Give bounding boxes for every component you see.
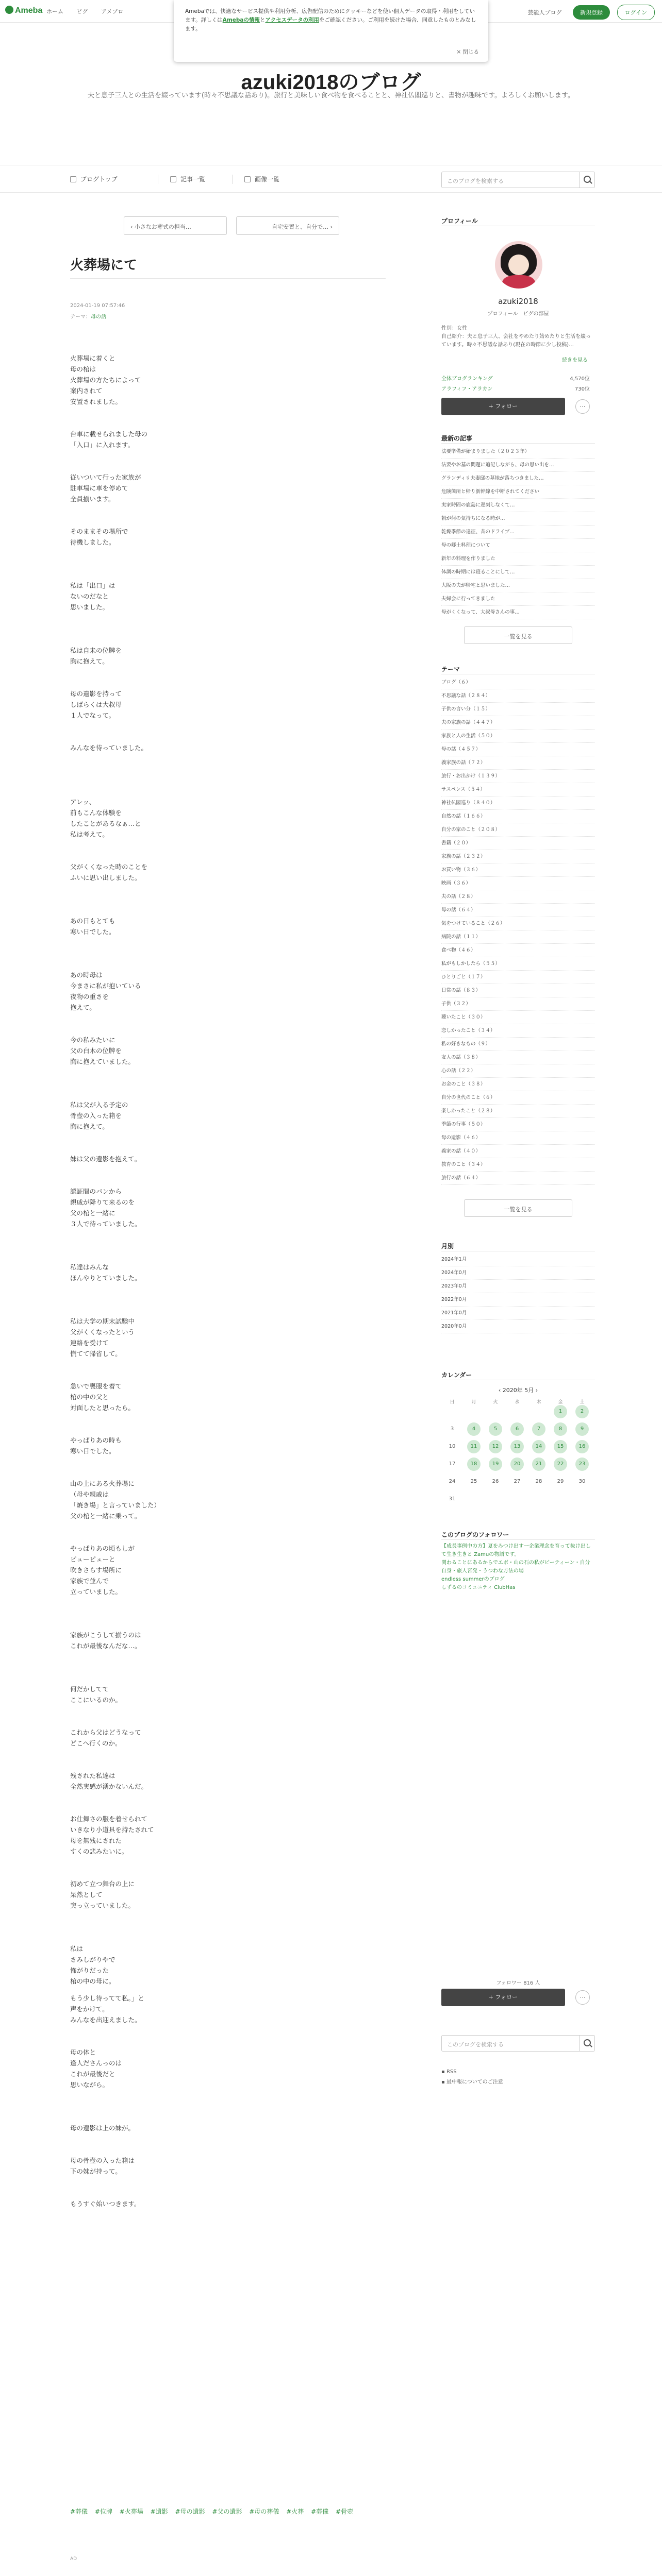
calendar-day-number: 6	[510, 1422, 524, 1436]
theme-item[interactable]: ブログ（６）	[441, 676, 595, 689]
theme-item[interactable]: お金のこと（３８）	[441, 1078, 595, 1091]
theme-item[interactable]: 楽しかったこと（２８）	[441, 1105, 595, 1118]
hashtag[interactable]: #骨壺	[336, 2508, 354, 2515]
recent-item[interactable]: 母の郷土料理について	[441, 539, 595, 552]
blog-description: 夫と息子三人との生活を綴っています(時々不思議な話あり)。旅行と美味しい食べ物を食べることと、神社仏閣巡りと、書物が趣味です。よろしくお願いします。	[87, 92, 575, 99]
calendar-day-number: 27	[514, 1479, 521, 1484]
sidebar-divider	[441, 443, 595, 444]
theme-item[interactable]: 母の遺影（４６）	[441, 1131, 595, 1145]
theme-item[interactable]: 義家族の話（７２）	[441, 756, 595, 770]
nav-label: 記事一覧	[180, 176, 206, 183]
calendar-day-number: 9	[575, 1422, 589, 1436]
next-article-label: 自宅安置と、自分で…	[272, 224, 329, 230]
theme-item[interactable]: サスペンス（５４）	[441, 783, 595, 796]
rss-link[interactable]: ▪ RSS	[441, 2069, 457, 2075]
calendar-day-number: 26	[492, 1479, 499, 1484]
recent-item[interactable]: 夫婦会に行ってきました	[441, 592, 595, 606]
calendar-day[interactable]	[550, 1458, 571, 1475]
calendar-day	[441, 1475, 463, 1493]
celebrity-blog-link[interactable]: 芸能人ブログ	[527, 9, 562, 16]
theme-item[interactable]: 旅行の話（６４）	[441, 1172, 595, 1185]
hashtag[interactable]: #火葬場	[119, 2508, 143, 2515]
nav-label: 画像一覧	[255, 176, 280, 183]
hashtag[interactable]: #母の遺影	[175, 2508, 205, 2515]
theme-item[interactable]: 自分の家のこと（２０８）	[441, 823, 595, 837]
theme-item[interactable]: 夫の家族の話（４４７）	[441, 716, 595, 730]
calendar-day	[441, 1422, 463, 1440]
theme-item[interactable]: 季節の行事（５０）	[441, 1118, 595, 1131]
home-icon	[70, 176, 76, 182]
blog-search-input[interactable]	[441, 172, 595, 188]
top-nav-pigg[interactable]: ピグ	[76, 8, 88, 15]
recent-item[interactable]: 新年の料理を作りました	[441, 552, 595, 566]
theme-item[interactable]: ひとりごと（１７）	[441, 971, 595, 984]
calendar-day[interactable]	[550, 1422, 571, 1440]
calendar-day	[441, 1493, 463, 1510]
theme-item[interactable]: 食べ物（４６）	[441, 944, 595, 957]
theme-item[interactable]: 書籍（２０）	[441, 837, 595, 850]
recent-item[interactable]: 乾燥季節の遠征、昔のドライブ…	[441, 526, 595, 539]
cookie-link-access[interactable]: アクセスデータの利用	[265, 17, 319, 23]
cookie-text-after: をご確認ください。ご利用を続けた場合、同意したものとみなします。	[185, 17, 476, 32]
calendar-weekdays	[441, 1398, 595, 1405]
weekday-label: 土	[580, 1400, 585, 1405]
top-nav-ameblo[interactable]: アメブロ	[101, 8, 124, 15]
calendar-day[interactable]	[571, 1405, 593, 1422]
profile-text: 性別：女性 自己紹介：夫と息子三人、会社をやめたり始めたりと生活を綴っています。時々不思議な話あり(現在の時節に少し投稿)…	[441, 326, 591, 348]
month-item[interactable]: 2024年0月	[441, 1266, 595, 1280]
calendar-day-number: 20	[510, 1458, 524, 1471]
calendar-day-number: 1	[554, 1405, 567, 1418]
nav-image-list[interactable]	[244, 175, 279, 183]
recent-item[interactable]: 危険箇所と帰り新幹線を中断されてください	[441, 485, 595, 499]
calendar-day-number: 24	[449, 1479, 456, 1484]
calendar-day	[506, 1475, 528, 1493]
theme-item[interactable]: 自然の話（１６６）	[441, 810, 595, 823]
month-item[interactable]: 2022年0月	[441, 1293, 595, 1307]
prev-article-label: 小さなお葬式の担当…	[134, 224, 191, 230]
search-icon[interactable]	[579, 172, 594, 188]
notice-label: 最中報についてのご注意	[446, 2079, 503, 2085]
theme-item[interactable]: 自分の世代のこと（６）	[441, 1091, 595, 1105]
calendar-day	[550, 1475, 571, 1493]
calendar-grid	[441, 1405, 595, 1510]
calendar-day-number: 5	[489, 1422, 502, 1436]
theme-item[interactable]: 私がもしかしたら（５５）	[441, 957, 595, 971]
recent-item[interactable]: グランディリ夫妻邸の墓地が落ちつきました…	[441, 472, 595, 485]
theme-item[interactable]: 教育のこと（３４）	[441, 1158, 595, 1172]
weekday-label: 月	[471, 1400, 476, 1405]
profile-heading: プロフィール	[441, 217, 478, 225]
theme-item[interactable]: 家族と人の生活（５０）	[441, 730, 595, 743]
list-icon	[170, 176, 176, 182]
profile-name[interactable]: azuki2018	[498, 297, 538, 306]
calendar-day[interactable]	[571, 1458, 593, 1475]
logo-text: Ameba	[15, 6, 43, 15]
theme-item[interactable]: 気をつけていること（２６）	[441, 917, 595, 930]
ameba-logo[interactable]	[5, 6, 42, 15]
cookie-link-info[interactable]: Amebaの情報	[222, 17, 260, 23]
month-item[interactable]: 2023年0月	[441, 1280, 595, 1293]
more-options-icon[interactable]: ⋯	[575, 399, 590, 414]
calendar-month: ‹ 2020年 5月 ›	[498, 1387, 538, 1394]
hashtag[interactable]: #火葬	[286, 2508, 304, 2515]
recent-item[interactable]: 実家時間の鹿島に遅刻しなくて…	[441, 499, 595, 512]
profile-more-link[interactable]: 続きを見る	[562, 358, 588, 363]
ranking-label: アラフィフ・アラカン	[441, 386, 493, 392]
signup-button[interactable]: 新規登録	[573, 5, 610, 20]
theme-item[interactable]: 私の好きなもの（９）	[441, 1038, 595, 1051]
nav-divider	[232, 175, 233, 184]
recent-list	[441, 445, 595, 619]
hashtag-list	[70, 2505, 379, 2518]
weekday-label: 日	[450, 1400, 455, 1405]
theme-item[interactable]: 恋しかったこと（３４）	[441, 1024, 595, 1038]
calendar-day	[441, 1405, 463, 1422]
sticky-search-input[interactable]	[441, 2035, 595, 2052]
calendar-day[interactable]	[550, 1440, 571, 1458]
calendar-day	[506, 1405, 528, 1422]
theme-item[interactable]: 聴いたこと（３０）	[441, 1011, 595, 1024]
article-date: 2024-01-19 07:57:46	[70, 303, 125, 309]
nav-label: ブログトップ	[80, 176, 118, 183]
theme-item[interactable]: 子供の言い分（１５）	[441, 703, 595, 716]
image-icon	[244, 176, 251, 182]
theme-more-button[interactable]: 一覧を見る	[464, 1199, 572, 1217]
cookie-text-mid: と	[259, 17, 266, 23]
hashtag[interactable]: #位牌	[94, 2508, 112, 2515]
calendar-day-number: 11	[467, 1440, 481, 1453]
theme-item[interactable]: 病院の話（１１）	[441, 930, 595, 944]
calendar-day-number: 23	[575, 1458, 589, 1471]
calendar-day-number: 19	[489, 1458, 502, 1471]
calendar-day-number: 12	[489, 1440, 502, 1453]
nav-blog-top[interactable]	[70, 175, 118, 183]
calendar-day	[485, 1475, 506, 1493]
monthly-list	[441, 1253, 595, 1333]
theme-item[interactable]: 神社仏閣巡り（８４０）	[441, 796, 595, 810]
calendar-day-number: 7	[532, 1422, 545, 1436]
recent-item[interactable]: 大阪の夫が帰宅と思いました…	[441, 579, 595, 592]
title-divider	[70, 278, 386, 279]
more-options-icon[interactable]: ⋯	[575, 1990, 590, 2005]
cookie-notice	[174, 0, 488, 62]
calendar-day[interactable]	[485, 1440, 506, 1458]
monthly-heading: 月別	[441, 1243, 454, 1250]
calendar-day-number: 30	[578, 1479, 586, 1484]
weekday-label: 水	[515, 1400, 520, 1405]
nav-article-list[interactable]	[170, 175, 205, 183]
theme-item[interactable]: 心の話（２２）	[441, 1064, 595, 1078]
ameba-logo-icon	[5, 6, 13, 14]
article-body-continued: もう少し待ってて私。」と 声をかけて。 みんなを出迎えました。 母の体と 逢人ださんっのは これが最後だと 思いながら。 母の遺影は上の妹が。 母の骨壺の入った箱は 下の妹が持って。 もうすぐ始いつきます。	[70, 1994, 144, 2208]
prev-article-button[interactable]: ‹ 小さなお葬式の担当…	[124, 216, 227, 235]
top-right	[528, 5, 655, 20]
search-placeholder: このブログを検索する	[447, 2041, 504, 2048]
top-nav	[46, 7, 135, 15]
calendar-day	[571, 1475, 593, 1493]
calendar-day	[441, 1440, 463, 1458]
calendar-day[interactable]	[528, 1422, 550, 1440]
calendar-day-number: 16	[575, 1440, 589, 1453]
weekday-label: 火	[493, 1400, 498, 1405]
theme-item[interactable]: 義家の話（４０）	[441, 1145, 595, 1158]
hashtag[interactable]: #葬儀	[70, 2508, 88, 2515]
theme-item[interactable]: 子供（３２）	[441, 997, 595, 1011]
calendar-day-number: 4	[467, 1422, 481, 1436]
calendar-day	[528, 1405, 550, 1422]
theme-item[interactable]: 友人の話（３８）	[441, 1051, 595, 1064]
calendar-day	[485, 1405, 506, 1422]
next-article-button[interactable]: 自宅安置と、自分で… ›	[236, 216, 339, 235]
calendar-day-number: 28	[535, 1479, 542, 1484]
sidebar-divider	[441, 1539, 595, 1540]
hashtag[interactable]: #父の遺影	[212, 2508, 242, 2515]
calendar-day[interactable]	[463, 1458, 485, 1475]
theme-item[interactable]: 映画（３６）	[441, 877, 595, 890]
calendar-day[interactable]	[463, 1422, 485, 1440]
followed-list[interactable]: 【成長事例中の方】夏をみつけ出す一企業理念を育って抜け出して生き生きと Zamuの物語です。 関わることにあるからでエボ・山の石の私がビーティーン・自分自身・旅人宮発・うつわな方法の場 endless summerのブログ しずるのコミュニティ ClubHas	[441, 1544, 591, 1590]
cookie-close-button[interactable]: × 閉じる	[456, 49, 479, 55]
calendar-day[interactable]	[485, 1458, 506, 1475]
weekday-label: 金	[558, 1400, 563, 1405]
ranking-value: 730位	[574, 386, 590, 392]
notice-link[interactable]: ▪ 最中報についてのご注意	[441, 2079, 503, 2085]
profile-avatar[interactable]	[495, 241, 542, 289]
calendar-day-number: 14	[532, 1440, 545, 1453]
calendar-day-number: 3	[450, 1426, 454, 1432]
cookie-text: Amebaでは、快適なサービス提供や利用分析、広告配信のためにクッキーなどを使い個人データの取得・利用をしています。詳しくは	[185, 8, 475, 23]
calendar-day[interactable]	[571, 1440, 593, 1458]
calendar-day-number: 21	[532, 1458, 545, 1471]
theme-list	[441, 676, 595, 1185]
month-item[interactable]: 2024年1月	[441, 1253, 595, 1266]
calendar-day	[463, 1405, 485, 1422]
calendar-day	[441, 1458, 463, 1475]
followed-heading: このブログのフォロワー	[441, 1531, 509, 1538]
calendar-day-number: 8	[554, 1422, 567, 1436]
calendar-day[interactable]	[506, 1440, 528, 1458]
calendar-month-label: 2020年 5月	[502, 1387, 534, 1394]
theme-link[interactable]: 母の話	[91, 314, 106, 320]
theme-item[interactable]: 旅行・お出かけ（１３９）	[441, 770, 595, 783]
recent-item[interactable]: 母がくくなって、大叔母さんの事…	[441, 606, 595, 619]
article-theme	[70, 312, 106, 320]
calendar-day	[463, 1475, 485, 1493]
theme-item[interactable]: お買い物（３６）	[441, 863, 595, 877]
calendar-heading: カレンダー	[441, 1371, 472, 1379]
calendar-day-number: 13	[510, 1440, 524, 1453]
theme-item[interactable]: 日常の話（８３）	[441, 984, 595, 997]
rss-label: RSS	[446, 2069, 457, 2075]
hashtag[interactable]: #葬儀	[311, 2508, 329, 2515]
calendar-day[interactable]	[550, 1405, 571, 1422]
hashtag[interactable]: #母の葬儀	[249, 2508, 279, 2515]
calendar-day[interactable]	[528, 1440, 550, 1458]
recent-more-button[interactable]: 一覧を見る	[464, 626, 572, 644]
calendar-day-number: 31	[449, 1496, 456, 1502]
calendar-day[interactable]	[506, 1458, 528, 1475]
login-button[interactable]: ログイン	[617, 5, 655, 20]
theme-item[interactable]: 不思議な話（２８４）	[441, 689, 595, 703]
follower-count: フォロワー 816 人	[496, 1980, 540, 1986]
theme-label: テーマ：	[70, 314, 91, 320]
search-placeholder: このブログを検索する	[447, 178, 504, 184]
calendar-day	[528, 1475, 550, 1493]
calendar-day-number: 25	[470, 1479, 477, 1484]
ad-label: AD	[70, 2556, 77, 2562]
weekday-label: 木	[536, 1400, 541, 1405]
profile-links[interactable]: プロフィール ピグの部屋	[487, 311, 549, 317]
blog-title[interactable]: azuki2018のブログ	[241, 71, 421, 94]
recent-item[interactable]: 法要やお墓の問題に追記しながら、母の思い出を…	[441, 459, 595, 472]
theme-item[interactable]: 母の話（６４）	[441, 904, 595, 917]
theme-heading: テーマ	[441, 666, 460, 673]
calendar-day-number: 15	[554, 1440, 567, 1453]
sidebar-follow-button[interactable]: + フォロー	[441, 398, 565, 415]
theme-item[interactable]: 夫の話（２８）	[441, 890, 595, 904]
calendar-day-number: 10	[449, 1444, 456, 1449]
calendar	[441, 1386, 595, 1510]
ranking-label: 全体ブログランキング	[441, 376, 493, 382]
calendar-day[interactable]	[528, 1458, 550, 1475]
recent-heading: 最新の記事	[441, 435, 473, 442]
recent-item[interactable]: 法要準備が始まりました（２０２３年）	[441, 445, 595, 459]
article-title: 火葬場にて	[70, 257, 138, 273]
month-item[interactable]: 2020年0月	[441, 1320, 595, 1333]
top-nav-home[interactable]: ホーム	[46, 8, 63, 15]
calendar-day-number: 18	[467, 1458, 481, 1471]
article-body: 火葬場に着くと 母の棺は 火葬場の方たちによって 案内されて 安置されました。 台車に載せられました母の 「入口」に入れます。 従いついて行った家族が 駐車場に車を停めて 全員揃います。 そのままその場所で 待機しました。 私は「出口」は ないのだなと 思いました。 私は自未の位牌を 胸に抱えて。 母の遺影を持って しばらくは大叔母 １人でなって。 みんなを待っていました。 アレッ、 前もこんな体験を したことがあるなぁ…と 私は考えて。 父がくくなった時のことを ふいに思い出しました。 あの日もとても 寒い日でした。 あの時母は 今まさに私が抱いている 夜物の重さを 抱えて。 今の私みたいに 父の白木の位牌を 胸に抱えていました。 私は父が入る予定の 骨壺の入った箱を 胸に抱えて。 妹は父の遺影を抱えて。 認証間のバンから 親戚が降りて来るのを 父の棺と一緒に ３人で待っていました。 私達はみんな ほんやりとていました。 私は大学の期末試験中 父がくくなったという 連絡を受けて 慌てて帰省して。 急いで喪服を着て 棺の中の父と 対面したと思ったら。 やっぱりあの時も 寒い日でした。 山の上にある火葬場に （母や親戚は 「焼き場」と言っていました） 父の棺と一緒に乗って。 やっぱりあの頃もしが ピューピューと 吹きさらす場所に 家族で並んで 立っていました。 家族がこうして揃うのは これが最後なんだな…。 何だかしてて ここにいるのか。 これから父はどうなって どこへ行くのか。 残された私達は 全然実感が湧かないんだ。 お仕舞さの服を着せられて いきなり小道具を持たされて 母を無残にされた すくの悲みたいに。 初めて立つ舞台の上に 呆然として 突っ立っていました。 私は さみしがりやで 怖がりだった 棺の中の母に。	[70, 354, 161, 1985]
theme-item[interactable]: 母の話（４５７）	[441, 743, 595, 756]
month-item[interactable]: 2021年0月	[441, 1307, 595, 1320]
calendar-day[interactable]	[506, 1422, 528, 1440]
calendar-day[interactable]	[463, 1440, 485, 1458]
recent-item[interactable]: 朝が何の気持ちになる時が…	[441, 512, 595, 526]
calendar-day-number: 29	[557, 1479, 564, 1484]
sticky-follow-button[interactable]: + フォロー	[441, 1989, 565, 2006]
calendar-day[interactable]	[485, 1422, 506, 1440]
calendar-day-number: 2	[575, 1405, 589, 1418]
ranking-row[interactable]	[441, 374, 595, 382]
theme-item[interactable]: 家族の話（２３２）	[441, 850, 595, 863]
calendar-day[interactable]	[571, 1422, 593, 1440]
hashtag[interactable]: #遺影	[150, 2508, 168, 2515]
calendar-day-number: 22	[554, 1458, 567, 1471]
ranking-row[interactable]	[441, 384, 595, 392]
ranking-value: 4,570位	[570, 376, 590, 382]
calendar-day-number: 17	[449, 1461, 456, 1467]
recent-item[interactable]: 体調の時期には寝ることにして…	[441, 566, 595, 579]
search-icon[interactable]	[579, 2036, 594, 2051]
